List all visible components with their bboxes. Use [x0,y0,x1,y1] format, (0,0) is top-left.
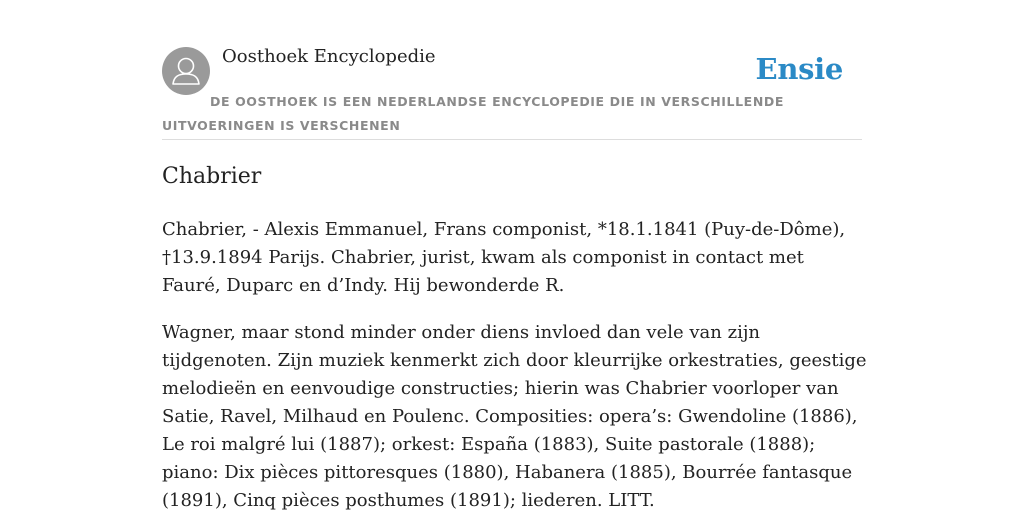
source-avatar[interactable] [162,47,210,95]
user-icon [162,47,210,95]
entry-paragraph: Chabrier, - Alexis Emmanuel, Frans componist, *18.1.1841 (Puy-de-Dôme), †13.9.1894 Parijs. Chabrier, jurist, kwam als componist in contact met Fauré, Duparc en d’Indy. Hij bewonderde R. [162,219,846,296]
header-divider [162,139,862,140]
source-description: DE OOSTHOEK IS EEN NEDERLANDSE ENCYCLOPEDIE DIE IN VERSCHILLENDE UITVOERINGEN IS VERSCHENEN [162,94,784,133]
entry-body [162,216,867,512]
source-title[interactable]: Oosthoek Encyclopedie [222,46,436,67]
entry-title: Chabrier [162,164,262,189]
entry-paragraph: Wagner, maar stond minder onder diens invloed dan vele van zijn tijdgenoten. Zijn muziek kenmerkt zich door kleurrijke orkestraties, geestige melodieën en eenvoudige constructies; hierin was Chabrier voorloper van Satie, Ravel, Milhaud en Poulenc. Composities: opera’s: Gwendoline (1886), Le roi malgré lui (1887); orkest: España (1883), Suite pastorale (1888); piano: Dix pièces pittoresques (1880), Habanera (1885), Bourrée fantasque (1891), Cinq pièces posthumes (1891); liederen. LITT. [162,322,867,511]
brand-logo[interactable]: Ensie [755,52,843,86]
